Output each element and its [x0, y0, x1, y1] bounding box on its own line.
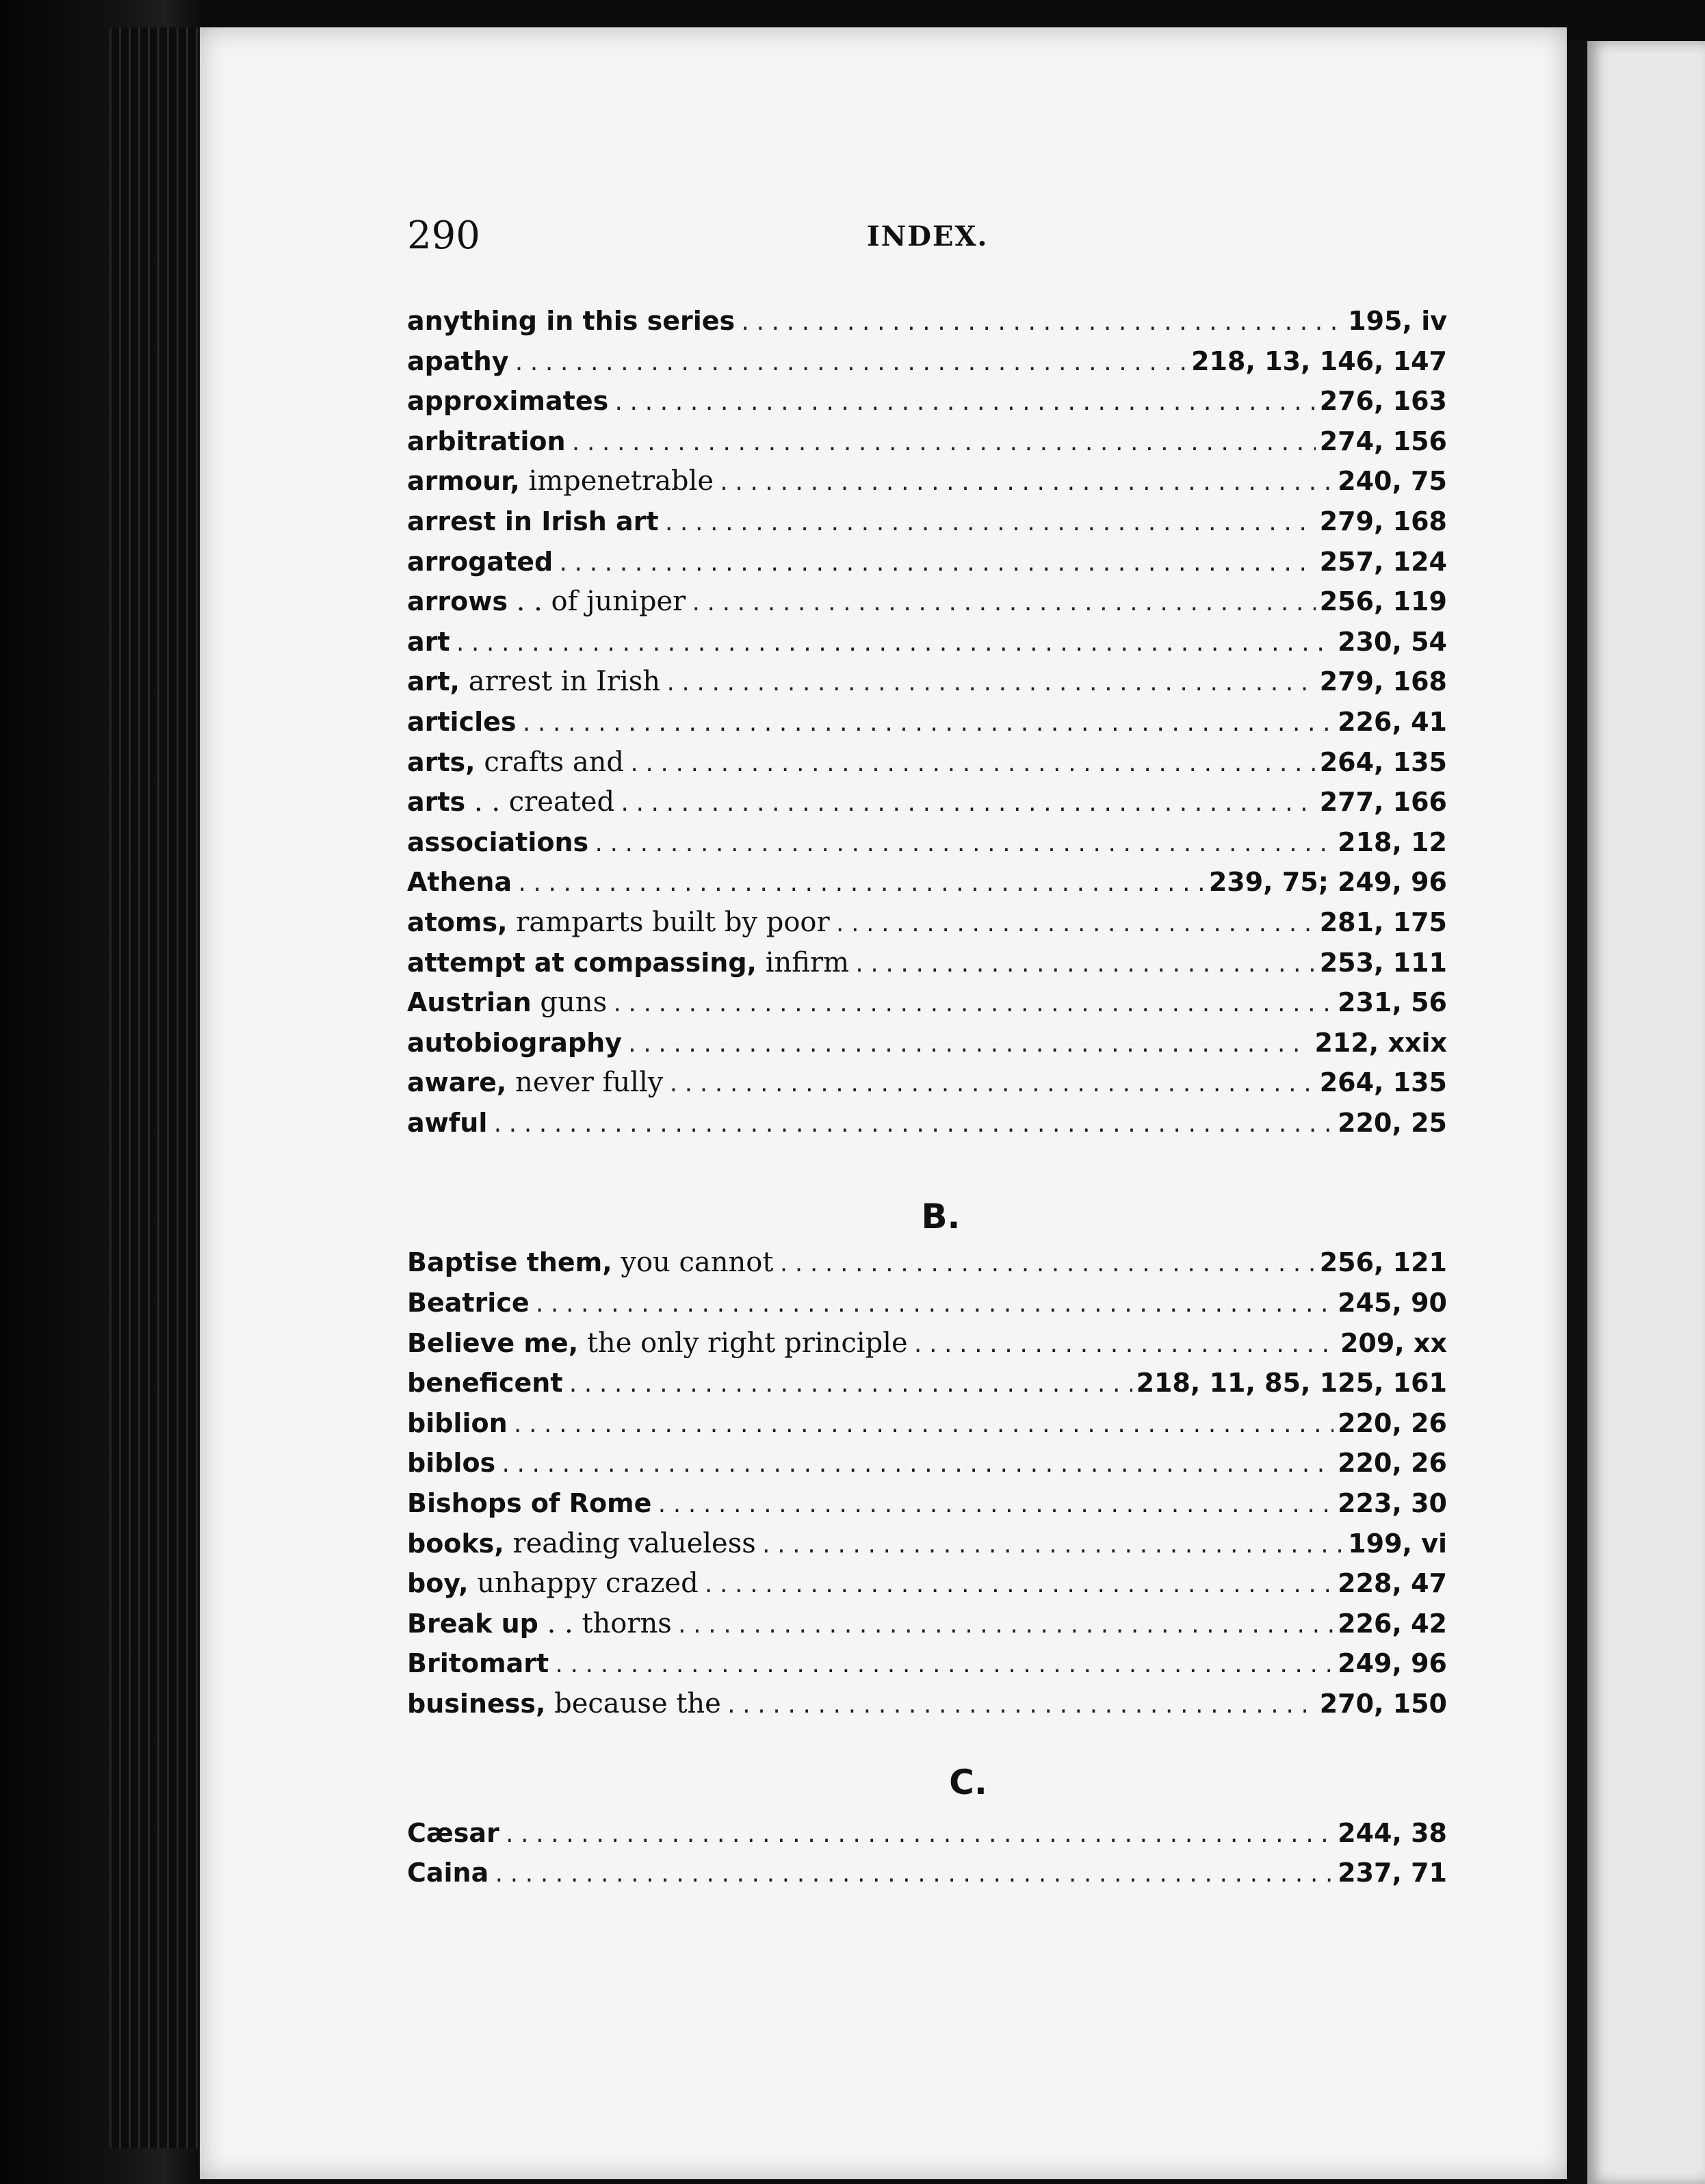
dot-leader — [504, 1816, 1333, 1856]
entry-keyword: Austrian — [407, 987, 532, 1018]
entry-term — [407, 1563, 699, 1604]
page-reference: 212, xxix — [1314, 1027, 1447, 1058]
entry-term — [407, 1283, 530, 1323]
entry-keyword: aware, — [407, 1067, 507, 1098]
entry-subtext: because the — [545, 1688, 721, 1719]
entry-subtext: reading valueless — [504, 1527, 756, 1559]
index-entry — [407, 1604, 1447, 1644]
dot-leader — [664, 664, 1316, 705]
index-entry — [407, 502, 1447, 542]
entry-keyword: business, — [407, 1689, 546, 1719]
entry-keyword: Break up — [407, 1608, 538, 1639]
entry-keyword: armour, — [407, 466, 520, 497]
page-reference: 218, 11, 85, 125, 161 — [1136, 1368, 1447, 1399]
dot-leader — [676, 1607, 1333, 1647]
entry-subtext: never fully — [506, 1067, 664, 1099]
entry-term — [407, 1813, 499, 1854]
entry-keyword: art — [407, 626, 450, 657]
page-reference: 277, 166 — [1319, 787, 1447, 818]
entry-keyword: articles — [407, 706, 517, 737]
entry-keyword: books, — [407, 1528, 504, 1559]
entry-term — [407, 421, 566, 462]
dot-leader — [512, 344, 1187, 385]
page-reference: 230, 54 — [1338, 626, 1447, 657]
page-reference: 264, 135 — [1319, 1067, 1447, 1098]
page-reference: 226, 42 — [1338, 1608, 1447, 1639]
entry-term — [407, 943, 849, 983]
index-entry — [407, 1483, 1447, 1524]
dot-leader — [628, 745, 1316, 785]
running-head: INDEX. — [867, 220, 989, 252]
index-entry — [407, 1524, 1447, 1564]
index-entry — [407, 1323, 1447, 1364]
entry-keyword: Beatrice — [407, 1288, 530, 1318]
page-reference: 218, 13, 146, 147 — [1191, 346, 1447, 376]
dot-leader — [612, 384, 1315, 424]
entry-keyword: art, — [407, 666, 460, 697]
index-entry — [407, 1643, 1447, 1684]
entry-subtext: the only right principle — [578, 1327, 908, 1359]
book-page-edges — [109, 27, 198, 2148]
page-reference: 279, 168 — [1319, 506, 1447, 536]
index-entry — [407, 1063, 1447, 1103]
entry-term — [407, 1023, 622, 1063]
entry-keyword: approximates — [407, 386, 609, 417]
dot-leader — [912, 1326, 1336, 1366]
page-number: 290 — [407, 213, 480, 258]
page-reference: 218, 12 — [1338, 827, 1447, 857]
dot-leader — [739, 304, 1344, 344]
entry-term — [407, 702, 517, 742]
entry-term — [407, 1323, 908, 1364]
index-entry — [407, 1403, 1447, 1444]
page-reference: 220, 26 — [1338, 1448, 1447, 1479]
page-reference: 281, 175 — [1319, 907, 1447, 937]
index-entry — [407, 1684, 1447, 1724]
entry-term — [407, 1643, 549, 1684]
entry-keyword: beneficent — [407, 1368, 563, 1399]
index-entry — [407, 622, 1447, 662]
dot-leader — [611, 985, 1333, 1026]
index-entry — [407, 421, 1447, 462]
index-entry — [407, 902, 1447, 943]
entry-term — [407, 1103, 487, 1143]
section-letter: C. — [949, 1762, 987, 1802]
entry-keyword: anything in this series — [407, 306, 736, 336]
index-entry — [407, 702, 1447, 742]
dot-leader — [557, 545, 1315, 585]
page-reference: 223, 30 — [1338, 1488, 1447, 1519]
page-reference: 228, 47 — [1338, 1568, 1447, 1599]
entry-keyword: arrows — [407, 586, 508, 617]
entry-term — [407, 822, 588, 863]
page-reference: 199, vi — [1348, 1528, 1447, 1559]
dot-leader — [512, 1406, 1333, 1446]
section-spacer — [407, 1143, 1447, 1191]
entry-term — [407, 1684, 721, 1724]
page-reference: 245, 90 — [1338, 1288, 1447, 1318]
entry-term — [407, 582, 686, 622]
dot-leader — [725, 1687, 1316, 1727]
dot-leader — [834, 905, 1316, 946]
entry-term — [407, 461, 714, 502]
page-reference: 257, 124 — [1319, 546, 1447, 577]
entry-keyword: autobiography — [407, 1027, 622, 1058]
page-reference: 209, xx — [1340, 1327, 1447, 1358]
dot-leader — [690, 584, 1315, 625]
entry-term — [407, 1063, 663, 1103]
entry-term — [407, 341, 508, 382]
entry-keyword: Athena — [407, 867, 512, 898]
dot-leader — [567, 1366, 1132, 1406]
dot-leader — [570, 424, 1316, 465]
entry-subtext: infirm — [757, 946, 849, 978]
index-entry — [407, 1443, 1447, 1483]
page-reference: 279, 168 — [1319, 666, 1447, 697]
entry-keyword: Britomart — [407, 1648, 549, 1679]
entry-keyword: Bishops of Rome — [407, 1488, 652, 1519]
dot-leader — [534, 1286, 1334, 1326]
entry-keyword: biblos — [407, 1448, 496, 1479]
entry-keyword: Cæsar — [407, 1817, 499, 1848]
index-entry — [407, 1813, 1447, 1854]
dot-leader — [499, 1446, 1333, 1486]
index-entry — [407, 341, 1447, 382]
entry-term — [407, 1443, 495, 1483]
entry-term — [407, 502, 659, 542]
dot-leader — [454, 625, 1334, 665]
index-entry — [407, 1853, 1447, 1893]
entry-subtext: ramparts built by poor — [507, 906, 830, 938]
dot-leader — [493, 1856, 1333, 1896]
index-entry — [407, 822, 1447, 863]
entry-term — [407, 622, 450, 662]
entry-term — [407, 542, 553, 582]
page-reference: 195, iv — [1348, 306, 1447, 336]
page-reference: 226, 41 — [1338, 706, 1447, 737]
entry-keyword: awful — [407, 1107, 488, 1138]
entry-keyword: Caina — [407, 1858, 489, 1888]
page-reference: 220, 26 — [1338, 1407, 1447, 1438]
index-entry — [407, 1023, 1447, 1063]
dot-leader — [655, 1486, 1333, 1526]
dot-leader — [593, 825, 1333, 866]
index-entry — [407, 381, 1447, 421]
dot-leader — [777, 1245, 1315, 1286]
entry-term — [407, 662, 660, 702]
entry-subtext: . . of juniper — [507, 586, 686, 618]
dot-leader — [853, 946, 1316, 986]
entry-subtext: impenetrable — [519, 465, 714, 497]
entry-term — [407, 902, 830, 943]
page-header — [407, 213, 1447, 261]
dot-leader — [516, 865, 1205, 905]
entry-subtext: crafts and — [475, 746, 625, 778]
page-reference: 239, 75; 249, 96 — [1208, 867, 1447, 898]
page-reference: 220, 25 — [1338, 1107, 1447, 1138]
index-entry — [407, 1283, 1447, 1323]
entry-keyword: Baptise them, — [407, 1247, 612, 1278]
entry-keyword: attempt at compassing, — [407, 947, 757, 978]
dot-leader — [619, 785, 1316, 825]
entry-term — [407, 862, 512, 902]
entry-term — [407, 742, 624, 783]
entry-term — [407, 1853, 489, 1893]
page-reference: 237, 71 — [1338, 1858, 1447, 1888]
entry-term — [407, 381, 608, 421]
page-reference: 231, 56 — [1338, 987, 1447, 1018]
entry-keyword: biblion — [407, 1407, 508, 1438]
dot-leader — [626, 1026, 1311, 1066]
dot-leader — [703, 1566, 1333, 1607]
entry-term — [407, 1403, 508, 1444]
page-reference: 244, 38 — [1338, 1817, 1447, 1848]
entry-keyword: arbitration — [407, 426, 566, 456]
entry-keyword: associations — [407, 827, 589, 857]
page-reference: 249, 96 — [1338, 1648, 1447, 1679]
entry-term — [407, 983, 607, 1023]
index-entry — [407, 301, 1447, 341]
index-entry — [407, 862, 1447, 902]
entry-subtext: arrest in Irish — [459, 666, 661, 698]
dot-leader — [553, 1646, 1333, 1687]
index-list — [407, 301, 1447, 1893]
entry-subtext: unhappy crazed — [468, 1568, 699, 1600]
entry-term — [407, 301, 735, 341]
entry-term — [407, 1483, 651, 1524]
page-reference: 270, 150 — [1319, 1689, 1447, 1719]
index-entry — [407, 782, 1447, 822]
section-letter: B. — [921, 1197, 961, 1237]
index-entry — [407, 542, 1447, 582]
page-reference: 256, 119 — [1319, 586, 1447, 617]
entry-term — [407, 782, 614, 822]
page-reference: 240, 75 — [1338, 466, 1447, 497]
entry-term — [407, 1243, 773, 1283]
page-reference: 256, 121 — [1319, 1247, 1447, 1278]
page-reference: 264, 135 — [1319, 746, 1447, 777]
dot-leader — [663, 504, 1316, 545]
entry-keyword: arrest in Irish art — [407, 506, 659, 536]
entry-subtext: . . created — [465, 786, 615, 818]
index-entry — [407, 461, 1447, 502]
dot-leader — [491, 1106, 1333, 1146]
entry-subtext: you cannot — [612, 1247, 774, 1279]
index-entry — [407, 1243, 1447, 1283]
entry-keyword: arrogated — [407, 546, 554, 577]
index-entry — [407, 1103, 1447, 1143]
index-entry — [407, 983, 1447, 1023]
entry-keyword: boy, — [407, 1568, 469, 1599]
page-reference: 274, 156 — [1319, 426, 1447, 456]
index-entry — [407, 662, 1447, 702]
dot-leader — [521, 705, 1334, 745]
index-entry — [407, 582, 1447, 622]
entry-keyword: Believe me, — [407, 1327, 579, 1358]
entry-term — [407, 1524, 756, 1564]
index-entry — [407, 943, 1447, 983]
entry-subtext: . . thorns — [538, 1607, 672, 1639]
index-entry — [407, 1563, 1447, 1604]
facing-page-edge — [1587, 41, 1705, 2184]
page-reference: 253, 111 — [1319, 947, 1447, 978]
dot-leader — [718, 464, 1333, 504]
index-entry — [407, 1363, 1447, 1403]
entry-term — [407, 1363, 562, 1403]
entry-term — [407, 1604, 672, 1644]
entry-keyword: arts, — [407, 746, 476, 777]
entry-keyword: apathy — [407, 346, 509, 376]
entry-keyword: atoms, — [407, 907, 508, 937]
entry-keyword: arts — [407, 787, 466, 818]
index-entry — [407, 742, 1447, 783]
dot-leader — [667, 1065, 1315, 1106]
dot-leader — [760, 1526, 1344, 1567]
page-reference: 276, 163 — [1319, 386, 1447, 417]
section-spacer — [407, 1724, 1447, 1752]
gutter-shadow — [1567, 41, 1587, 2184]
entry-subtext: guns — [531, 987, 608, 1019]
